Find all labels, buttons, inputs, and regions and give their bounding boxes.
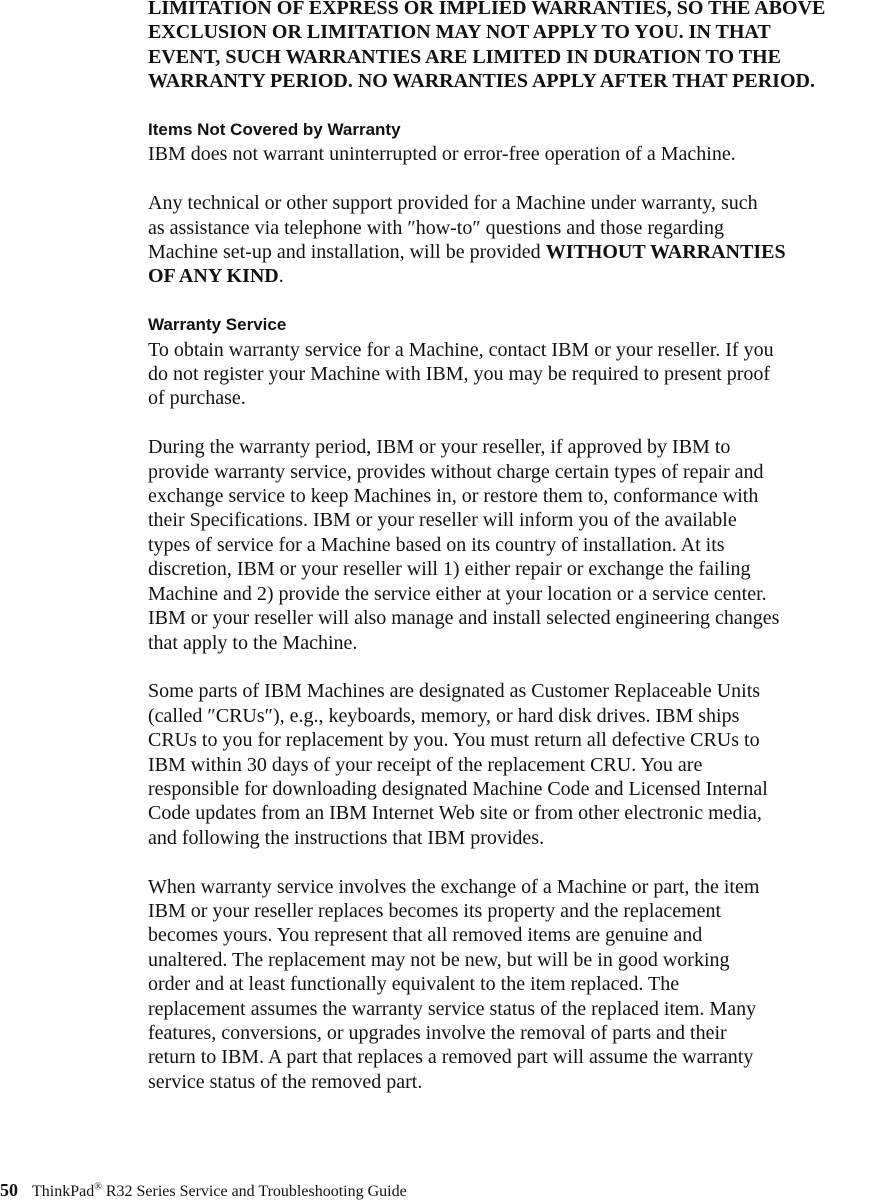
paragraph-line: that apply to the Machine. [148,631,358,654]
paragraph-line: Code updates from an IBM Internet Web site or from other electronic media, [148,802,762,825]
section-heading-items-not-covered: Items Not Covered by Warranty [148,120,401,140]
paragraph-line: CRUs to you for replacement by you. You must return all defective CRUs to [148,729,760,752]
paragraph-text: . [278,265,284,288]
paragraph-line: IBM does not warrant uninterrupted or error-free operation of a Machine. [148,143,736,166]
book-title [32,1183,407,1200]
paragraph-line: exchange service to keep Machines in, or restore them to, conformance with [148,485,759,508]
intro-caps-line: EVENT, SUCH WARRANTIES ARE LIMITED IN DURATION TO THE [148,45,781,68]
paragraph-line: service status of the removed part. [148,1070,423,1093]
paragraph-line: Some parts of IBM Machines are designated as Customer Replaceable Units [148,680,761,703]
paragraph-line: becomes yours. You represent that all removed items are genuine and [148,924,703,947]
paragraph-line: During the warranty period, IBM or your reseller, if approved by IBM to [148,436,731,459]
paragraph-line: order and at least functionally equivalent to the item replaced. The [148,973,680,996]
paragraph-line: responsible for downloading designated Machine Code and Licensed Internal [148,777,768,800]
page-number: 50 [0,1180,18,1200]
intro-caps-line: EXCLUSION OR LIMITATION MAY NOT APPLY TO YOU. IN THAT [148,21,771,44]
book-title-suffix: R32 Series Service and Troubleshooting Guide [101,1183,407,1200]
paragraph-line [148,240,887,264]
paragraph-line: provide warranty service, provides without charge certain types of repair and [148,460,764,483]
emphasis-text: WITHOUT WARRANTIES [545,241,786,264]
page-footer [0,1180,407,1202]
paragraph-line: (called ″CRUs″), e.g., keyboards, memory, or hard disk drives. IBM ships [148,704,740,727]
paragraph-line [148,264,887,288]
paragraph-line: Any technical or other support provided for a Machine under warranty, such [148,192,758,215]
paragraph-line: unaltered. The replacement may not be new, but will be in good working [148,948,730,971]
paragraph-line: When warranty service involves the exchange of a Machine or part, the item [148,875,760,898]
paragraph-line: as assistance via telephone with ″how-to″ questions and those regarding [148,216,724,239]
paragraph-line: To obtain warranty service for a Machine, contact IBM or your reseller. If you [148,338,774,361]
paragraph-line: types of service for a Machine based on its country of installation. At its [148,533,725,556]
section-heading-warranty-service: Warranty Service [148,315,287,335]
paragraph-line: their Specifications. IBM or your reseller will inform you of the available [148,509,737,532]
intro-caps-line: LIMITATION OF EXPRESS OR IMPLIED WARRANTIES, SO THE ABOVE [148,0,826,19]
paragraph-line: IBM within 30 days of your receipt of the replacement CRU. You are [148,753,703,776]
intro-caps-line: WARRANTY PERIOD. NO WARRANTIES APPLY AFTER THAT PERIOD. [148,70,815,93]
paragraph-text: Machine set-up and installation, will be provided [148,241,546,264]
paragraph-line: of purchase. [148,387,246,410]
paragraph-line: discretion, IBM or your reseller will 1) either repair or exchange the failing [148,558,751,581]
book-title-prefix: ThinkPad [32,1183,95,1200]
paragraph-line: IBM or your reseller replaces becomes its property and the replacement [148,899,722,922]
emphasis-text: OF ANY KIND [148,265,279,288]
page-body [148,0,887,1094]
paragraph-line: return to IBM. A part that replaces a removed part will assume the warranty [148,1046,754,1069]
registered-mark: ® [94,1181,102,1193]
paragraph-line: do not register your Machine with IBM, you may be required to present proof [148,363,771,386]
paragraph-line: replacement assumes the warranty service status of the replaced item. Many [148,997,757,1020]
paragraph-line: Machine and 2) provide the service either at your location or a service center. [148,582,767,605]
paragraph-line: features, conversions, or upgrades involve the removal of parts and their [148,1021,727,1044]
paragraph-line: IBM or your reseller will also manage and install selected engineering changes [148,607,780,630]
paragraph-line: and following the instructions that IBM provides. [148,826,545,849]
